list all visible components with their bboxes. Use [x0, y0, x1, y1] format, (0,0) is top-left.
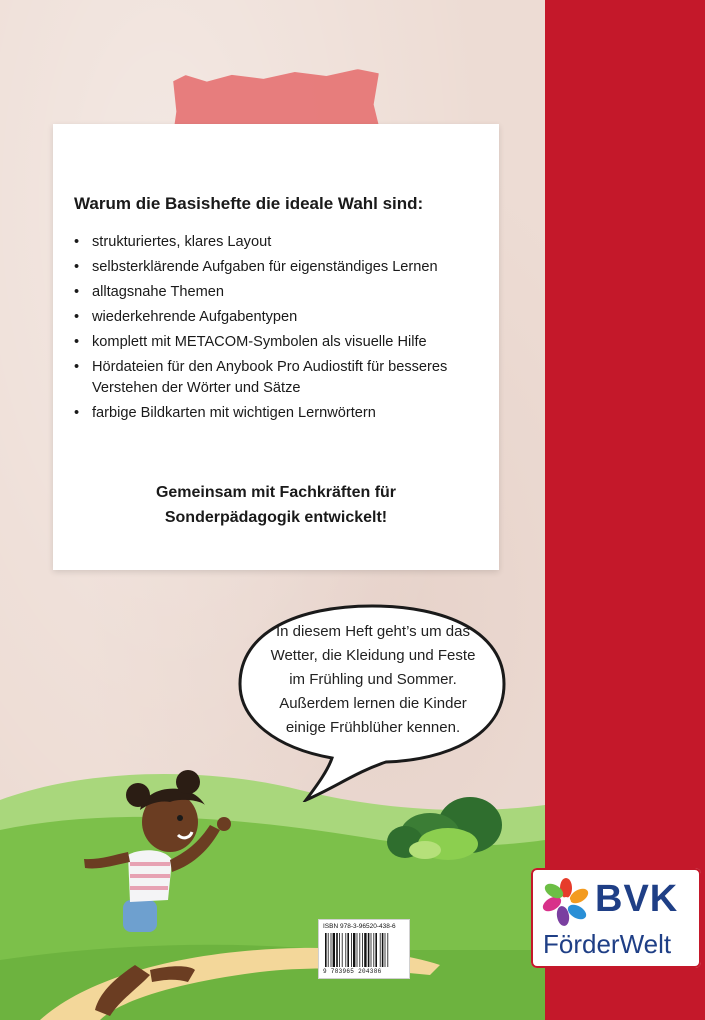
- speech-bubble: [236, 602, 508, 792]
- barcode-bar: [364, 933, 366, 967]
- barcode-bar: [371, 933, 372, 967]
- list-item: • wiederkehrende Aufgabentypen: [74, 307, 494, 328]
- barcode-bar: [336, 933, 338, 967]
- bullet-icon: •: [74, 259, 80, 275]
- bullet-icon: •: [74, 234, 80, 250]
- publisher-logo: [531, 868, 701, 968]
- barcode-bar: [328, 933, 329, 967]
- barcode-bar: [380, 933, 381, 967]
- bullet-icon: •: [74, 284, 80, 300]
- list-item: • komplett mit METACOM-Symbolen als visuelle Hilfe: [74, 332, 494, 353]
- barcode-bar: [331, 933, 332, 967]
- barcode-bar: [342, 933, 343, 967]
- barcode-bar: [357, 933, 358, 967]
- speech-bubble-text: In diesem Heft geht’s um das Wetter, die Kleidung und Feste im Frühling und Sommer. Außerdem lernen die Kinder einige Frühblüher kennen.: [270, 623, 476, 736]
- barcode-bar: [373, 933, 374, 967]
- logo-foerderwelt-text: FörderWelt: [543, 929, 672, 959]
- barcode-bar: [382, 933, 384, 967]
- barcode-bar: [325, 933, 327, 967]
- card-heading: Warum die Basishefte die ideale Wahl sind:: [74, 194, 424, 213]
- list-item: • alltagsnahe Themen: [74, 282, 494, 303]
- isbn-label: ISBN 978-3-96520-438-6: [323, 923, 396, 930]
- barcode-bar: [345, 933, 346, 967]
- bullet-icon: •: [74, 359, 80, 375]
- barcode-bar: [368, 933, 370, 967]
- red-side-stripe: [545, 0, 705, 1020]
- isbn-barcode-box: [318, 919, 410, 979]
- flower-logo-icon: [541, 878, 591, 926]
- list-item: • Hördateien für den Anybook Pro Audiostift für besseres Verstehen der Wörter und Sätze: [74, 359, 448, 396]
- logo-bvk-text: BVK: [595, 878, 679, 920]
- barcode-bar: [347, 933, 349, 967]
- highlight-text: Gemeinsam mit Fachkräften für Sonderpädagogik entwickelt!: [155, 484, 397, 526]
- barcode-bar: [351, 933, 352, 967]
- list-item: • selbsterklärende Aufgaben für eigenständiges Lernen: [74, 257, 494, 278]
- feature-list: [74, 232, 494, 428]
- barcode-bar: [333, 933, 335, 967]
- list-item: • strukturiertes, klares Layout: [74, 232, 494, 253]
- barcode-bar: [339, 933, 340, 967]
- bullet-icon: •: [74, 405, 80, 421]
- info-card: [53, 124, 499, 570]
- barcode-bar: [353, 933, 355, 967]
- barcode-bar: [385, 933, 386, 967]
- bullet-icon: •: [74, 309, 80, 325]
- barcode: [323, 933, 405, 967]
- barcode-digits: 9 783965 204386: [323, 968, 382, 975]
- barcode-bar: [362, 933, 363, 967]
- barcode-bar: [387, 933, 388, 967]
- barcode-bar: [375, 933, 377, 967]
- bullet-icon: •: [74, 334, 80, 350]
- list-item: • farbige Bildkarten mit wichtigen Lernwörtern: [74, 403, 494, 424]
- barcode-bar: [359, 933, 360, 967]
